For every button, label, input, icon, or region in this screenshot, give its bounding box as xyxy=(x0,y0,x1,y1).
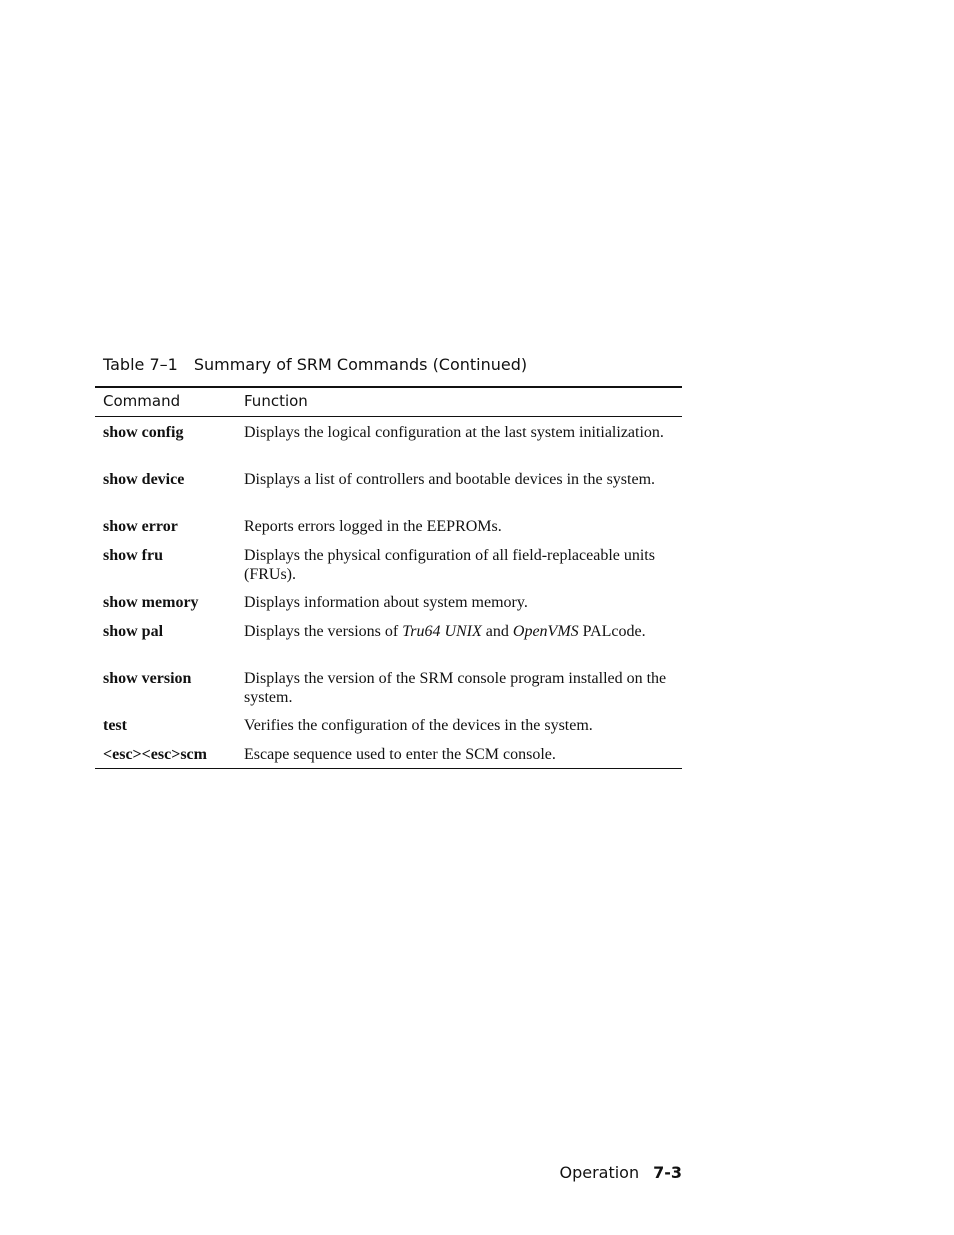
function-cell: Displays the physical configuration of all field-replaceable units (FRUs). xyxy=(244,547,655,583)
command-cell: show fru xyxy=(103,547,164,564)
function-cell: Escape sequence used to enter the SCM console. xyxy=(244,746,556,763)
command-cell: test xyxy=(103,717,127,734)
table-title xyxy=(103,355,527,374)
column-header-command: Command xyxy=(103,392,181,410)
product-name-tru64: Tru64 UNIX xyxy=(402,623,482,640)
function-cell: Displays information about system memory. xyxy=(244,594,528,611)
command-cell: show config xyxy=(103,424,184,441)
function-text: Displays the versions of xyxy=(244,623,403,640)
footer-section: Operation xyxy=(559,1163,640,1182)
function-cell xyxy=(244,622,674,641)
table-caption: Summary of SRM Commands (Continued) xyxy=(193,355,528,374)
command-cell: show version xyxy=(103,670,192,687)
table-header-rule xyxy=(95,416,682,417)
function-text: and xyxy=(481,623,513,640)
page-footer xyxy=(0,1163,682,1182)
command-cell: show pal xyxy=(103,623,164,640)
command-cell: show error xyxy=(103,518,178,535)
function-cell: Verifies the configuration of the devices in the system. xyxy=(244,717,593,734)
column-header-function: Function xyxy=(244,392,308,410)
function-cell: Displays a list of controllers and bootable devices in the system. xyxy=(244,471,656,488)
command-cell: <esc><esc>scm xyxy=(103,746,207,763)
table-number: Table 7–1 xyxy=(103,355,178,374)
function-cell: Displays the version of the SRM console program installed on the system. xyxy=(244,670,667,706)
product-name-openvms: OpenVMS xyxy=(512,623,579,640)
function-cell: Reports errors logged in the EEPROMs. xyxy=(244,518,502,535)
table-bottom-rule xyxy=(95,768,682,769)
function-cell: Displays the logical configuration at the last system initialization. xyxy=(244,424,664,441)
page-number: 7-3 xyxy=(653,1163,682,1182)
command-cell: show device xyxy=(103,471,185,488)
table-top-rule xyxy=(95,386,682,388)
function-text: PALcode. xyxy=(578,623,646,640)
command-cell: show memory xyxy=(103,594,199,611)
